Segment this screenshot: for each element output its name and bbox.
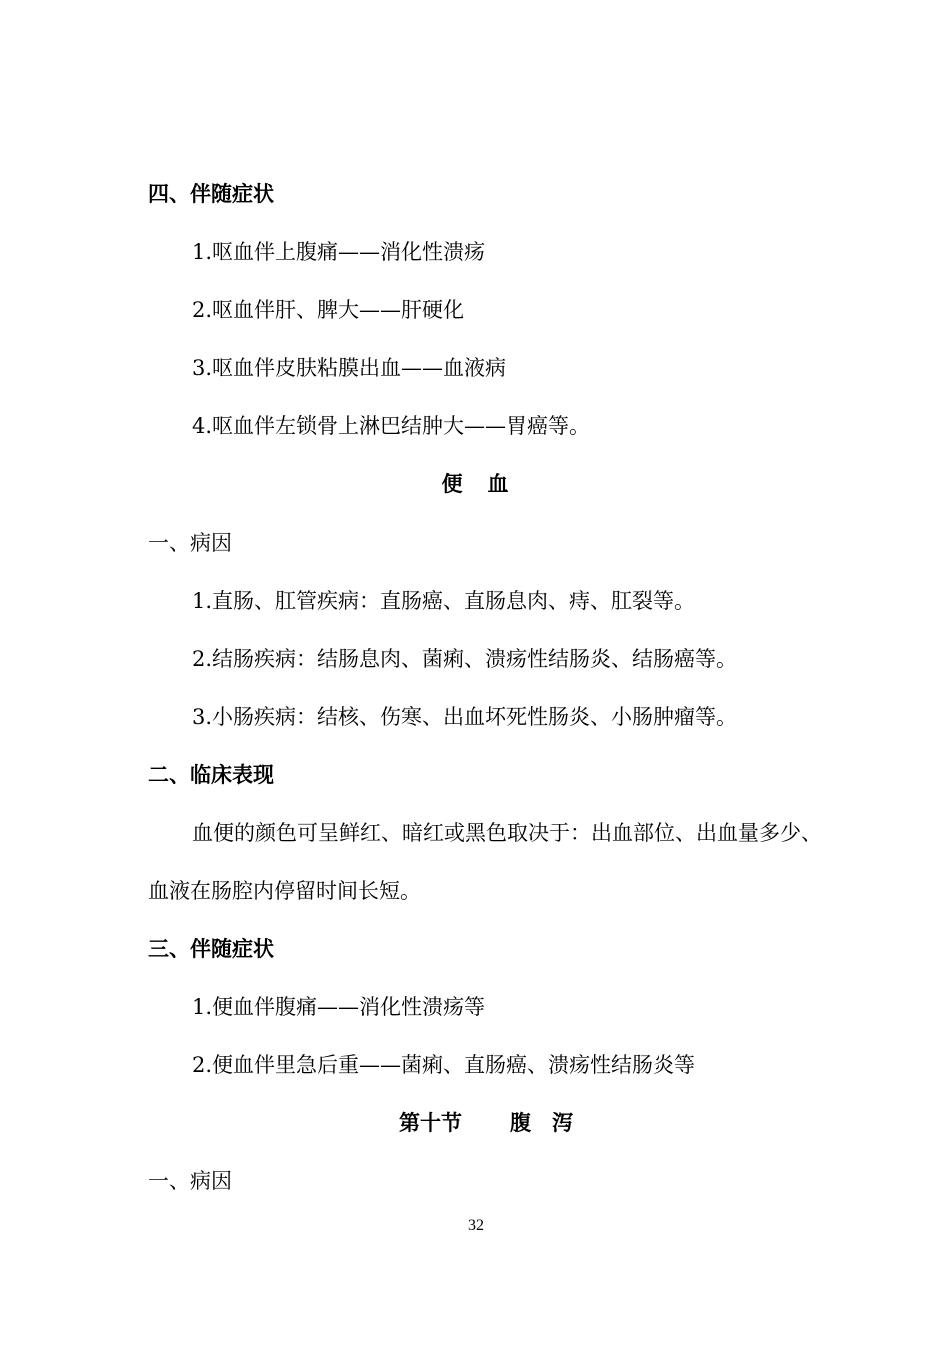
page-number: 32 <box>468 1217 484 1234</box>
chapter-title-bianxue: 便 血 <box>441 471 511 496</box>
list-item: 3.小肠疾病：结核、伤寒、出血坏死性肠炎、小肠肿瘤等。 <box>192 705 738 729</box>
section-heading-clinical: 二、临床表现 <box>148 762 274 787</box>
list-item: 1.便血伴腹痛——消化性溃疡等 <box>192 995 486 1019</box>
list-item: 2.便血伴里急后重——菌痢、直肠癌、溃疡性结肠炎等 <box>192 1053 696 1077</box>
list-item: 4.呕血伴左锁骨上淋巴结肿大——胃癌等。 <box>192 414 591 438</box>
section-heading-accompanying-symptoms: 四、伴随症状 <box>148 181 274 206</box>
paragraph-line: 血液在肠腔内停留时间长短。 <box>148 879 421 903</box>
chapter-title-diarrhea: 腹 泻 <box>510 1110 573 1135</box>
list-item: 2.呕血伴肝、脾大——肝硬化 <box>192 298 465 322</box>
section-heading-accompanying-symptoms: 三、伴随症状 <box>148 936 274 961</box>
list-item: 1.直肠、肛管疾病：直肠癌、直肠息肉、痔、肛裂等。 <box>192 589 696 613</box>
section-heading-cause: 一、病因 <box>148 531 232 555</box>
list-item: 2.结肠疾病：结肠息肉、菌痢、溃疡性结肠炎、结肠癌等。 <box>192 647 738 671</box>
list-item: 1.呕血伴上腹痛——消化性溃疡 <box>192 240 486 264</box>
list-item: 3.呕血伴皮肤粘膜出血——血液病 <box>192 356 507 380</box>
section-heading-cause: 一、病因 <box>148 1169 232 1193</box>
section-label: 第十节 <box>399 1110 462 1135</box>
paragraph-line: 血便的颜色可呈鲜红、暗红或黑色取决于：出血部位、出血量多少、 <box>192 821 822 845</box>
